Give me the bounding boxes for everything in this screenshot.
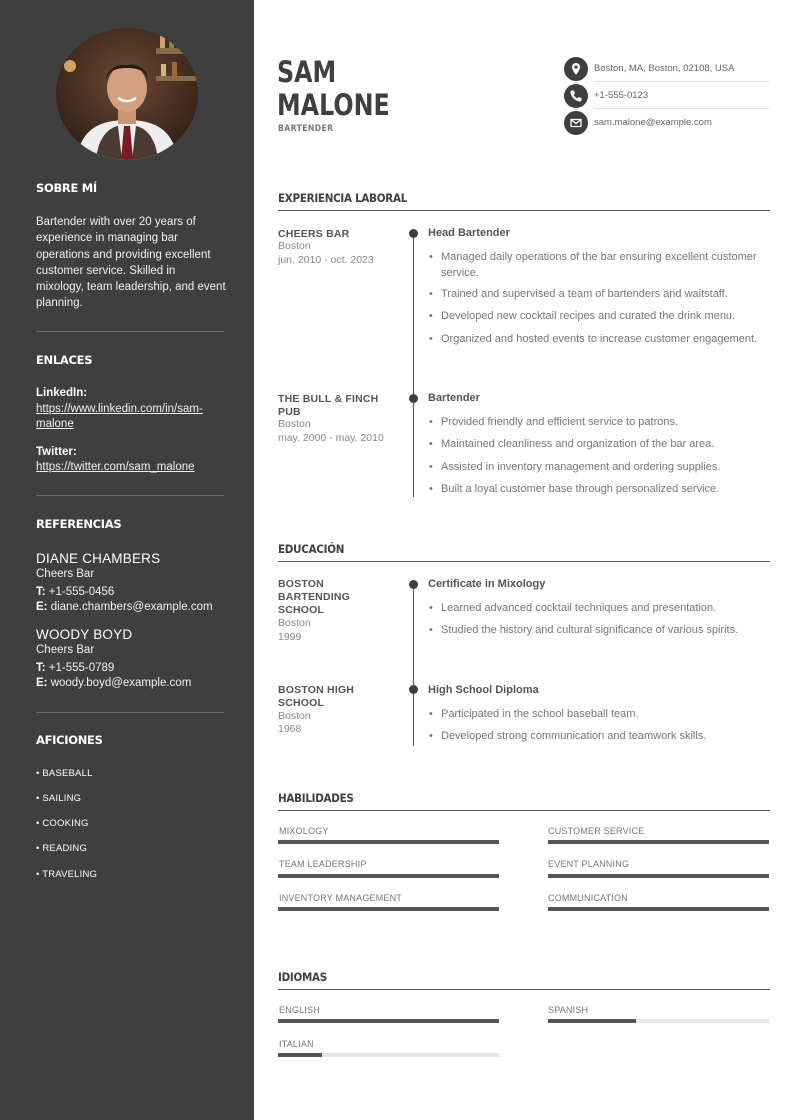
role-title: Head Bartender bbox=[428, 227, 510, 239]
organization-name: CHEERS BAR bbox=[278, 228, 350, 240]
sidebar bbox=[0, 0, 254, 1120]
skill-bar bbox=[278, 874, 499, 878]
skill-bar-fill bbox=[278, 907, 499, 911]
bullet-item: • Developed strong communication and teamwork skills. bbox=[441, 729, 766, 745]
skill-bar-fill bbox=[548, 840, 769, 844]
phone-text: +1-555-0123 bbox=[594, 90, 649, 101]
reference-name: DIANE CHAMBERS bbox=[36, 551, 161, 566]
job-title: BARTENDER bbox=[278, 124, 334, 134]
skill-bar bbox=[278, 907, 499, 911]
language-bar bbox=[548, 1019, 769, 1023]
skill-bar bbox=[548, 840, 769, 844]
language-bar bbox=[278, 1053, 499, 1057]
skill-bar-fill bbox=[278, 874, 499, 878]
reference-name: WOODY BOYD bbox=[36, 627, 133, 642]
timeline-line bbox=[413, 584, 414, 746]
hobby-item: • TRAVELING bbox=[36, 869, 98, 880]
skill-bar-fill bbox=[548, 874, 769, 878]
links-title: ENLACES bbox=[36, 353, 93, 367]
bullet-item: • Participated in the school baseball team. bbox=[441, 707, 766, 723]
phone-label: T: bbox=[36, 586, 46, 598]
language-bar bbox=[278, 1019, 499, 1023]
timeline-line bbox=[413, 233, 414, 497]
email-label: E: bbox=[36, 601, 48, 613]
twitter-label: Twitter: bbox=[36, 446, 77, 458]
language-name: ENGLISH bbox=[279, 1005, 320, 1015]
language-bar-fill bbox=[278, 1019, 499, 1023]
email-value: diane.chambers@example.com bbox=[47, 601, 213, 613]
reference-email bbox=[36, 601, 213, 613]
candidate-name bbox=[277, 56, 390, 122]
section-rule bbox=[278, 810, 770, 811]
language-bar-fill bbox=[278, 1053, 322, 1057]
reference-phone bbox=[36, 586, 114, 598]
organization-name: BOSTON HIGH SCHOOL bbox=[278, 684, 355, 709]
organization-dates: jun. 2010 - oct. 2023 bbox=[278, 254, 374, 266]
bullet-item: • Developed new cocktail recipes and curated the drink menu. bbox=[441, 309, 766, 325]
organization-dates: may. 2000 - may. 2010 bbox=[278, 432, 384, 444]
section-rule bbox=[278, 561, 770, 562]
skill-bar bbox=[278, 840, 499, 844]
organization-location: Boston bbox=[278, 617, 311, 629]
skill-name: TEAM LEADERSHIP bbox=[279, 859, 367, 869]
bullet-item: • Studied the history and cultural significance of various spirits. bbox=[441, 623, 766, 639]
reference-company: Cheers Bar bbox=[36, 568, 95, 580]
language-bar-fill bbox=[548, 1019, 636, 1023]
organization-dates: 1968 bbox=[278, 723, 302, 735]
section-rule bbox=[278, 989, 770, 990]
hobby-item: • BASEBALL bbox=[36, 768, 93, 779]
education-title: EDUCACIÓN bbox=[278, 542, 345, 556]
organization-location: Boston bbox=[278, 418, 311, 430]
hobbies-title: AFICIONES bbox=[36, 733, 103, 747]
phone-label: T: bbox=[36, 662, 46, 674]
timeline-dot bbox=[409, 580, 418, 589]
about-title: SOBRE MÍ bbox=[36, 181, 97, 195]
language-name: ITALIAN bbox=[279, 1039, 314, 1049]
skill-bar bbox=[548, 907, 769, 911]
skill-name: EVENT PLANNING bbox=[548, 859, 630, 869]
bullet-item: • Maintained cleanliness and organization of the bar area. bbox=[441, 437, 766, 453]
bullet-item: • Trained and supervised a team of bartenders and waitstaff. bbox=[441, 287, 766, 303]
about-text: Bartender with over 20 years of experience in managing bar operations and providing excellent customer service. Skilled in mixology, team leadership, and event planning. bbox=[36, 216, 226, 310]
organization-name: THE BULL & FINCH PUB bbox=[278, 393, 379, 418]
phone-value: +1-555-0789 bbox=[45, 662, 115, 674]
experience-title: EXPERIENCIA LABORAL bbox=[278, 191, 408, 205]
organization-name: BOSTON BARTENDING SCHOOL bbox=[278, 578, 350, 616]
email-icon bbox=[564, 111, 588, 135]
hobby-item: • COOKING bbox=[36, 818, 89, 829]
bullet-item: • Assisted in inventory management and ordering supplies. bbox=[441, 460, 766, 476]
skill-name: MIXOLOGY bbox=[279, 826, 329, 836]
phone-icon bbox=[564, 84, 588, 108]
email-value: woody.boyd@example.com bbox=[47, 677, 192, 689]
timeline-dot bbox=[409, 394, 418, 403]
skill-bar-fill bbox=[278, 840, 499, 844]
bullet-item: • Learned advanced cocktail techniques and presentation. bbox=[441, 601, 766, 617]
divider bbox=[594, 81, 769, 82]
section-rule bbox=[278, 210, 770, 211]
contact-email bbox=[564, 111, 769, 135]
hobby-item: • SAILING bbox=[36, 793, 82, 804]
email-label: E: bbox=[36, 677, 48, 689]
role-title: Bartender bbox=[428, 392, 480, 404]
first-name: SAM bbox=[277, 55, 337, 89]
last-name: MALONE bbox=[277, 88, 390, 122]
linkedin-link[interactable]: https://www.linkedin.com/in/sam-malone bbox=[36, 403, 203, 430]
skill-bar bbox=[548, 874, 769, 878]
phone-value: +1-555-0456 bbox=[45, 586, 115, 598]
bullet-item: • Built a loyal customer base through personalized service. bbox=[441, 482, 766, 498]
address-text: Boston, MA, Boston, 02108, USA bbox=[594, 63, 735, 74]
organization-location: Boston bbox=[278, 710, 311, 722]
role-title: High School Diploma bbox=[428, 684, 539, 696]
skill-bar-fill bbox=[548, 907, 769, 911]
contact-phone bbox=[564, 84, 769, 108]
skill-name: CUSTOMER SERVICE bbox=[548, 826, 645, 836]
skills-title: HABILIDADES bbox=[278, 791, 354, 805]
bullet-item: • Organized and hosted events to increase customer engagement. bbox=[441, 332, 766, 348]
divider bbox=[594, 108, 769, 109]
language-name: SPANISH bbox=[548, 1005, 589, 1015]
bullet-item: • Provided friendly and efficient service to patrons. bbox=[441, 415, 766, 431]
location-pin-icon bbox=[564, 57, 588, 81]
timeline-dot bbox=[409, 229, 418, 238]
reference-company: Cheers Bar bbox=[36, 644, 95, 656]
hobby-item: • READING bbox=[36, 843, 88, 854]
skill-name: COMMUNICATION bbox=[548, 893, 628, 903]
divider bbox=[36, 712, 224, 713]
role-title: Certificate in Mixology bbox=[428, 578, 546, 590]
bullet-item: • Managed daily operations of the bar ensuring excellent customer service. bbox=[441, 250, 766, 281]
email-text: sam.malone@example.com bbox=[594, 117, 712, 128]
organization-location: Boston bbox=[278, 240, 311, 252]
divider bbox=[36, 495, 224, 496]
reference-phone bbox=[36, 662, 114, 674]
profile-photo bbox=[56, 28, 198, 160]
linkedin-label: LinkedIn: bbox=[36, 387, 88, 399]
languages-title: IDIOMAS bbox=[278, 970, 327, 984]
contact-address bbox=[564, 57, 769, 81]
avatar bbox=[56, 28, 198, 160]
twitter-link[interactable]: https://twitter.com/sam_malone bbox=[36, 461, 195, 473]
timeline-dot bbox=[409, 685, 418, 694]
divider bbox=[36, 331, 224, 332]
references-title: REFERENCIAS bbox=[36, 517, 122, 531]
skill-name: INVENTORY MANAGEMENT bbox=[279, 893, 403, 903]
organization-dates: 1999 bbox=[278, 631, 302, 643]
reference-email bbox=[36, 677, 191, 689]
